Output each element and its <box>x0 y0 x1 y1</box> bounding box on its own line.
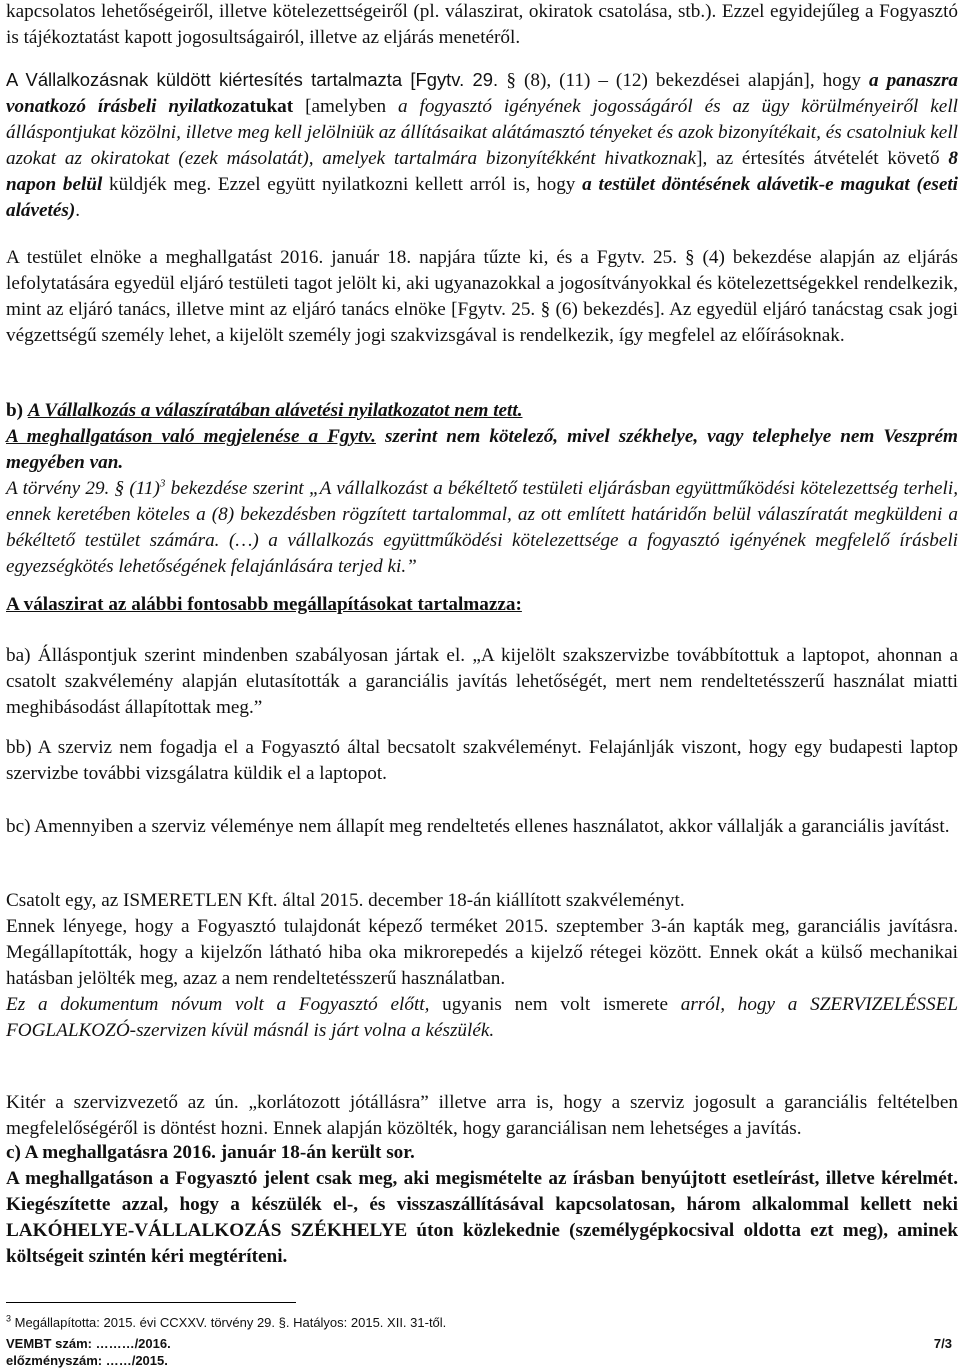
law-quote: bekezdése szerint „A vállalkozást a békéltető testületi eljárásban együttműködési kötelezettség terheli, ennek keretében köteles a (8) bekezdésben rögzített tartalommal, az ott említett határidőn belül válaszíratát megküldeni a békéltető testület számára. (…) a vállalkozás együttműködési kötelezettsége a fogyasztó igényének megfelelő írásbeli egyezségkötés lehetőségének felajánlására terjed ki.” <box>6 478 959 577</box>
paragraph-hearing-setup <box>6 245 958 349</box>
paragraph-bc <box>6 814 958 840</box>
notice-bold: atukat <box>239 96 294 117</box>
hearing-summary: A meghallgatáson a Fogyasztó jelent csak meg, aki megismételte az írásban benyújtott esetleírást, illetve kérelmét. Kiegészítette azzal, hogy a készülék el-, és visszaszállításával kapcsolatosan, három alkalommal kellett neki LAKÓHELYE-VÁLLALKOZÁS SZÉKHELYE úton közlekednie (személygépkocsival oldotta ezt meg), aminek költségeit szintén kéri megtéríteni. <box>6 1168 958 1267</box>
paragraph-text: ba) Álláspontjuk szerint mindenben szabályosan jártak el. „A kijelölt szakszervizbe továbbítottuk a laptopot, ahonnan a csatolt szakvélemény alapján elutasították a garanciális javítás lehetőségét, mert nem rendeltetésszerű használat miatti meghibásodást állapítottak meg.” <box>6 645 958 718</box>
paragraph-notice <box>6 67 958 224</box>
notice-emphasis: a panaszra vonatkozó írásbeli nyilatkoz <box>6 70 959 117</box>
notice-text-4: küldjék meg. Ezzel együtt nyilatkozni kellett arról is, hogy <box>102 174 583 195</box>
footer-line-1: VEMBT szám: ………/2016. <box>6 1336 171 1351</box>
section-b-label: b) <box>6 400 28 421</box>
section-c-heading: c) A meghallgatásra 2016. január 18-án került sor. <box>6 1142 415 1163</box>
notice-text-5: . <box>75 200 81 221</box>
paragraph-text: bc) Amennyiben a szerviz véleménye nem állapít meg rendeltetés ellenes használatot, akkor vállalják a garanciális javítást. <box>6 816 950 837</box>
notice-text: § (8), (11) – (12) bekezdései alapján], hogy <box>506 70 869 91</box>
findings-heading <box>6 592 958 618</box>
paragraph-warranty <box>6 1090 958 1142</box>
page-number: 7/3 <box>933 1336 952 1351</box>
paragraph-text: A testület elnöke a meghallgatást 2016. január 18. napjára tűzte ki, és a Fgytv. 25. § (4) bekezdése alapján az eljárás lefolytatására egyedül eljáró testületi tagot jelölt ki, aki ugyanazokkal a jogosítványokkal és kötelezettségekkel rendelkezik, mint az eljáró tanács, illetve mint az eljáró tanács elnöke [Fgytv. 25. § (6) bekezdés]. Az egyedül eljáró tanácstag csak jogi végzettségű személy lehet, a kijelölt személy jogi szakvizsgával is rendelkezik, így megfelel az előírásoknak. <box>6 247 958 346</box>
section-b <box>6 398 958 580</box>
section-b-heading: A Vállalkozás a válaszíratában alávetési nyilatkozatot nem tett. <box>27 400 523 421</box>
deadline-text: 8 napon belül <box>6 148 958 195</box>
footnote-number: 3 <box>6 1313 12 1324</box>
footnote-text: Megállapította: 2015. évi CCXXV. törvény 29. §. Hatályos: 2015. XII. 31-től. <box>11 1315 447 1330</box>
paragraph-text: Kitér a szervizvezető az ún. „korlátozott jótállásra” illetve arra is, hogy a szerviz jogosult a garanciális feltételben megfelelőségéről is döntést hozni. Ennek alapján közölték, hogy garanciálisan nem lehetséges a javítás. <box>6 1092 958 1139</box>
notice-lead: A Vállalkozásnak küldött kiértesítés tartalmazta [Fgytv. 29. <box>6 69 507 90</box>
footnote <box>6 1315 446 1331</box>
notice-text-2: [amelyben <box>293 96 398 117</box>
submission-text: a testület döntésének alávetik-e magukat (eseti alávetés) <box>6 174 958 221</box>
attachment-line: Csatolt egy, az ISMERETLEN Kft. által 2015. december 18-án kiállított szakvéleményt. <box>6 890 685 911</box>
section-c <box>6 1140 958 1270</box>
paragraph-text: bb) A szerviz nem fogadja el a Fogyasztó által becsatolt szakvéleményt. Felajánlják viszont, hogy egy budapesti laptop szervizbe további vizsgálatra küldik el a laptopot. <box>6 737 958 784</box>
findings-title: A válaszirat az alábbi fontosabb megállapításokat tartalmazza: <box>6 594 522 615</box>
paragraph-bb <box>6 735 958 787</box>
novum-text: ugyanis nem volt ismerete <box>429 994 681 1015</box>
novum-statement: Ez a dokumentum nóvum volt a Fogyasztó előtt, <box>6 994 430 1015</box>
appearance-statement: A meghallgatáson való megjelenése a Fgytv. <box>6 426 376 447</box>
paragraph-expert-opinion <box>6 888 958 1044</box>
law-reference: A törvény 29. § (11) <box>6 478 160 499</box>
opinion-summary: Ennek lényege, hogy a Fogyasztó tulajdonát képező terméket 2015. szeptember 3-án kapták meg, garanciális javításra. Megállapították, hogy a kijelzőn látható hiba oka mikrorepedés a kijelző rétegei között. Ennek okát a külső mechanikai hatásban jelölték meg, azaz a nem rendeltetésszerű használatban. <box>6 916 958 989</box>
footer-line-2: előzményszám: ……/2015. <box>6 1353 168 1368</box>
footer-case-number <box>6 1336 171 1352</box>
footnote-ref: 3 <box>159 477 166 490</box>
novum-italic: arról, hogy a SZERVIZELÉSSEL FOGLALKOZÓ-szervizen kívül másnál is járt volna a készülék. <box>6 994 958 1041</box>
notice-text-3: ], az értesítés átvételét követő <box>696 148 949 169</box>
paragraph-ba <box>6 643 958 721</box>
footnote-divider <box>6 1302 296 1303</box>
notice-italic: a fogyasztó igényének jogosságáról és az ügy körülményeiről kell álláspontjukat közölni, illetve meg kell jelölniük az állításaikat alátámasztó tényeket és azok bizonyítékait, és csatolniuk kell azokat az okiratokat (ezek másolatát), amelyek tartalmára bizonyítékként hivatkoznak <box>6 96 958 169</box>
footer-previous-number <box>6 1353 168 1369</box>
footer-page-number <box>934 1336 952 1352</box>
paragraph-intro <box>6 0 958 51</box>
appearance-statement-rest: szerint nem kötelező, mivel székhelye, vagy telephelye nem Veszprém megyében van. <box>6 426 958 473</box>
paragraph-text: kapcsolatos lehetőségeiről, illetve kötelezettségeiről (pl. válaszirat, okiratok csatolása, stb.). Ezzel egyidejűleg a Fogyasztó is tájékoztatást kapott jogosultságairól, illetve az eljárás menetéről. <box>6 1 958 48</box>
